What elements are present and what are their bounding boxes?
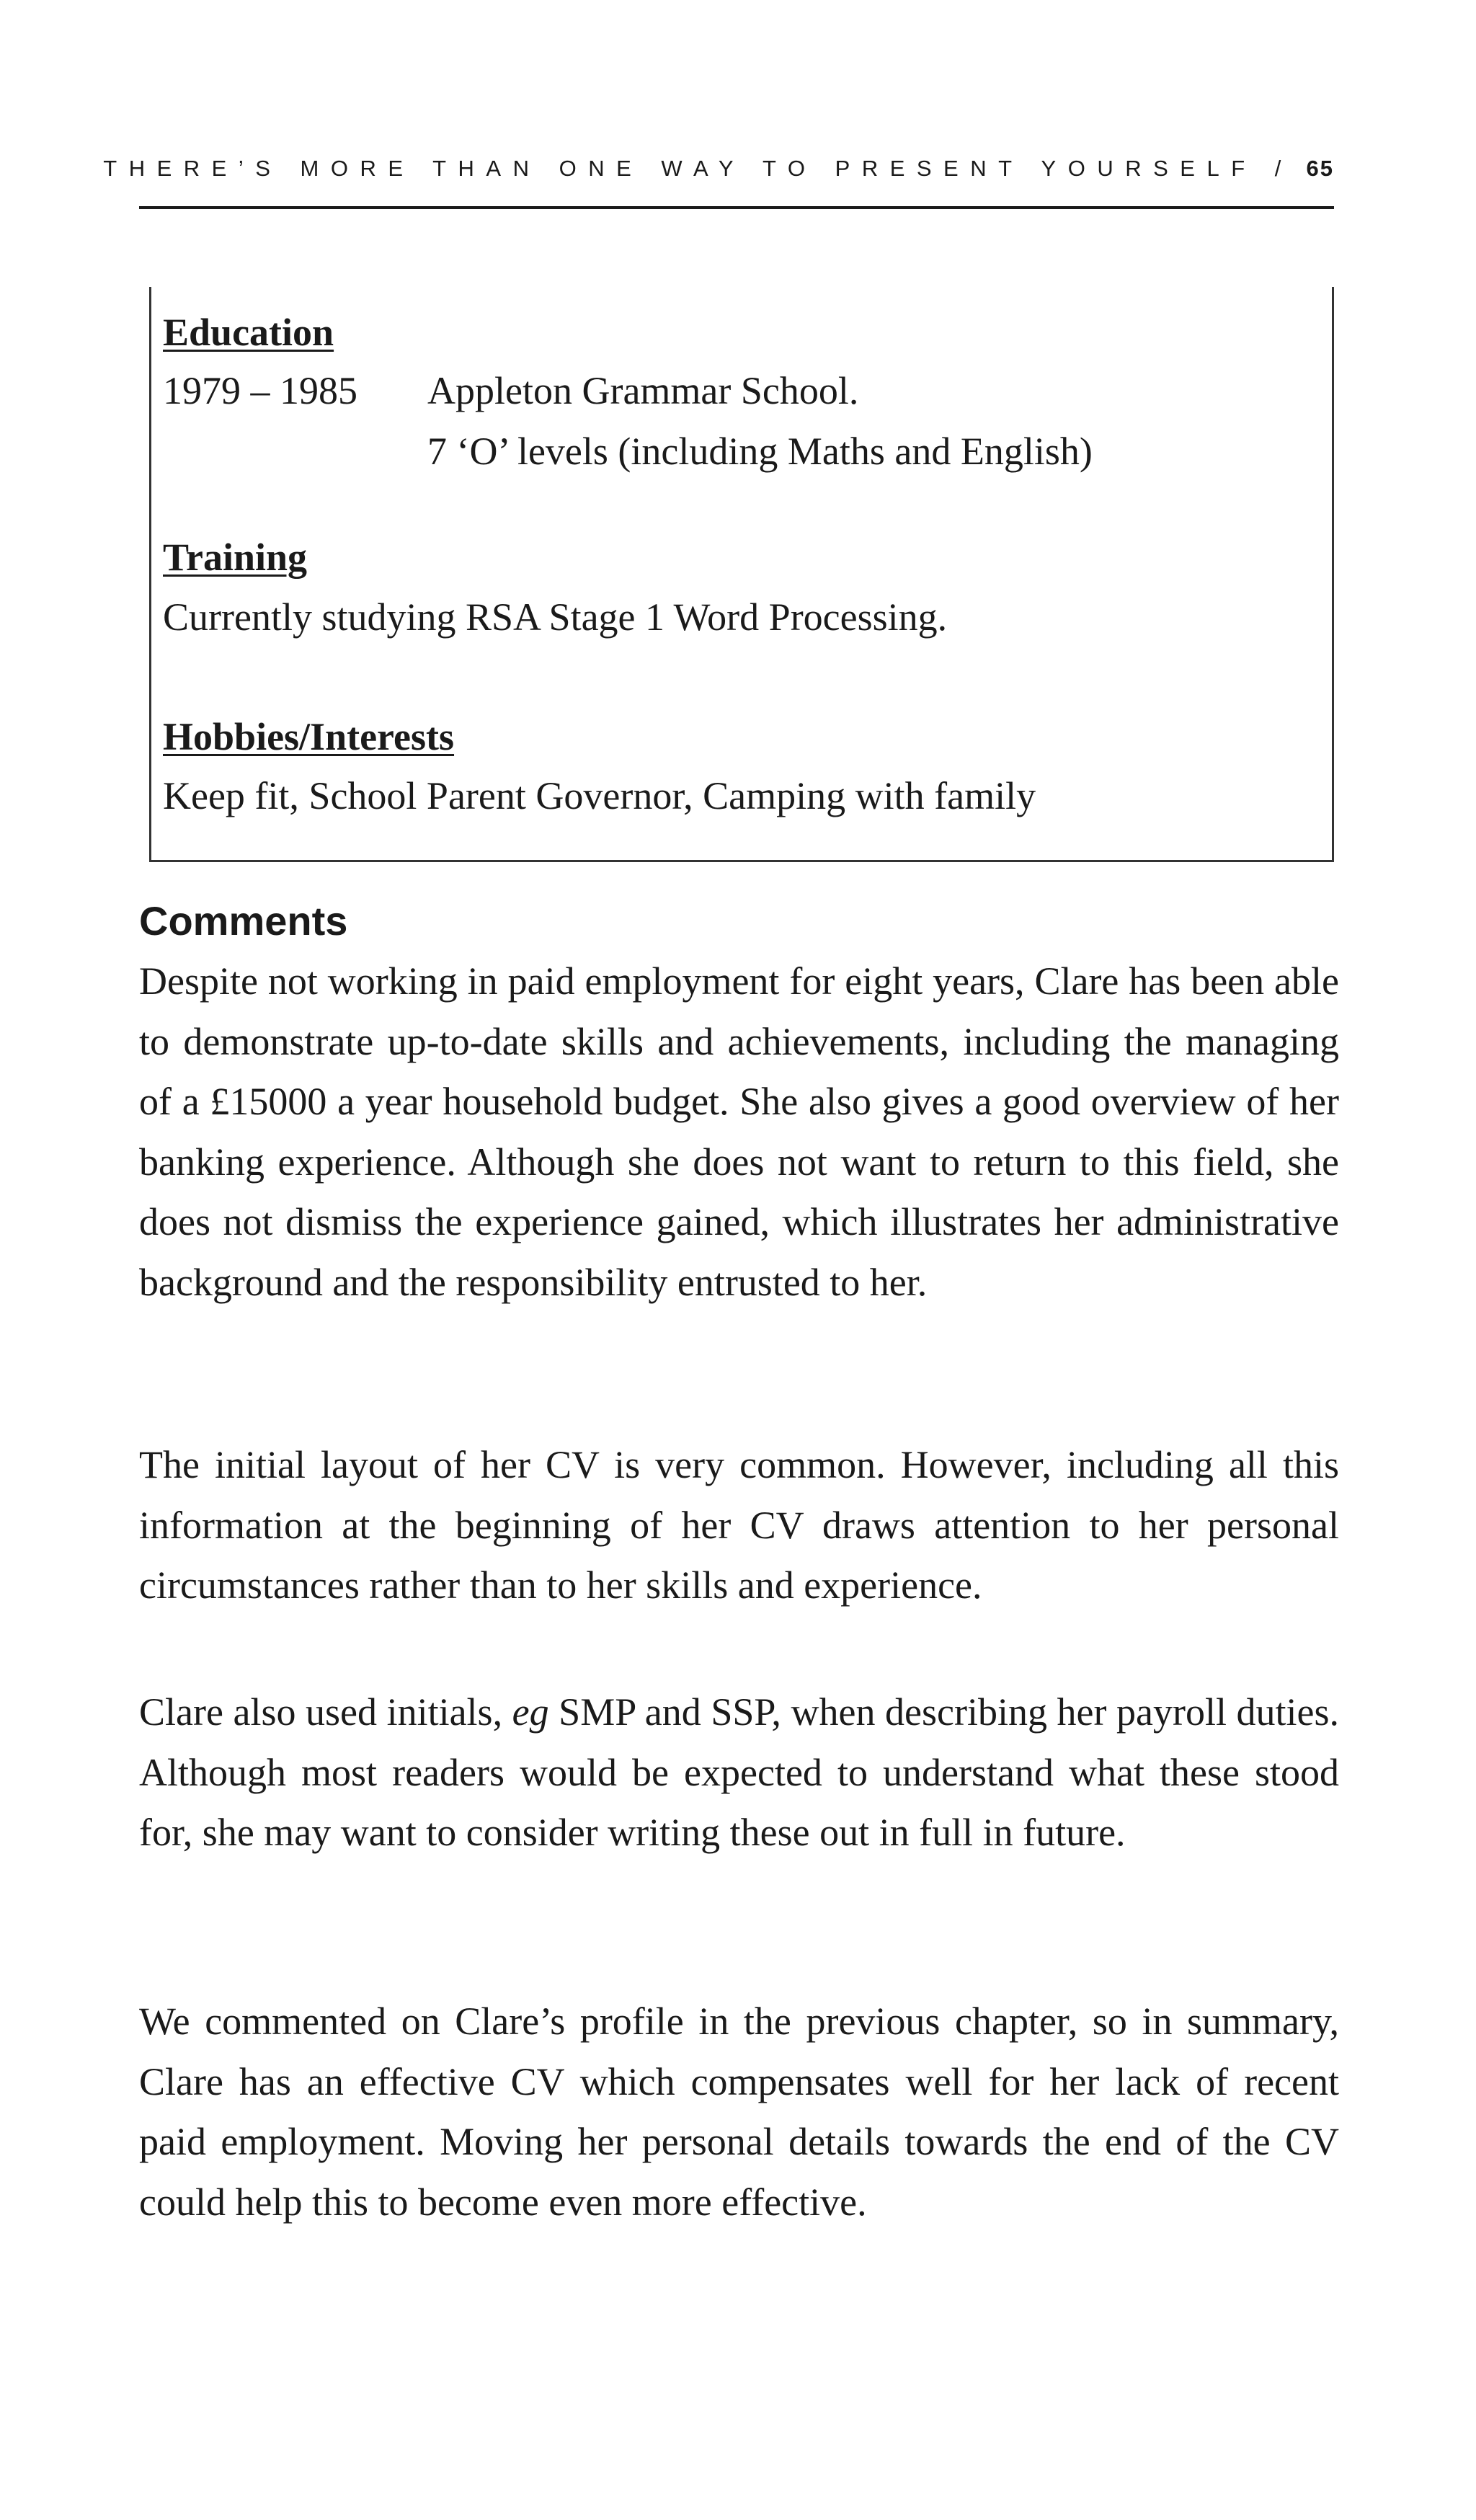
comments-paragraph-4: We commented on Clare’s profile in the previous chapter, so in summary, Clare has an effective CV which compensates well for her lack of recent paid employment. Moving her personal details towards the end of the CV could help this to become even more effective.	[139, 2000, 1339, 2224]
paragraph-3-italic-abbrev: eg	[512, 1690, 549, 1734]
hobbies-heading: Hobbies/Interests	[163, 715, 455, 758]
paragraph-3-text-end: SMP and SSP, when describing her payroll duties. Although most readers would be expected to understand what these stood for, she may want to consider writing these out in full in future.	[139, 1690, 1340, 1854]
comments-paragraph-3	[139, 1682, 1339, 1863]
comments-paragraph-2: The initial layout of her CV is very common. However, including all this information at the beginning of her CV draws attention to her personal circumstances rather than to her skills and experience.	[139, 1443, 1339, 1607]
cv-excerpt-box	[149, 287, 1334, 862]
training-text: Currently studying RSA Stage 1 Word Processing.	[163, 595, 948, 639]
header-separator: /	[1274, 156, 1289, 181]
running-header-text	[103, 156, 1334, 182]
running-header	[103, 148, 1334, 209]
hobbies-text: Keep fit, School Parent Governor, Camping with family	[163, 774, 1036, 817]
comments-heading: Comments	[139, 898, 348, 944]
page-number: 65	[1306, 156, 1334, 181]
training-heading: Training	[163, 536, 308, 579]
education-heading: Education	[163, 311, 334, 354]
paragraph-3-text-start: Clare also used initials,	[139, 1690, 512, 1734]
education-school: Appleton Grammar School.	[427, 369, 859, 412]
education-years: 1979 – 1985	[163, 369, 357, 412]
running-title: THERE’S MORE THAN ONE WAY TO PRESENT YOURSELF	[103, 156, 1257, 181]
comments-paragraph-1: Despite not working in paid employment for eight years, Clare has been able to demonstrate up-to-date skills and achievements, including the managing of a £15000 a year household budget. She also gives a good overview of her banking experience. Although she does not want to return to this field, she does not dismiss the experience gained, which illustrates her administrative background and the responsibility entrusted to her.	[139, 959, 1339, 1304]
education-qualifications: 7 ‘O’ levels (including Maths and English)	[427, 430, 1093, 473]
